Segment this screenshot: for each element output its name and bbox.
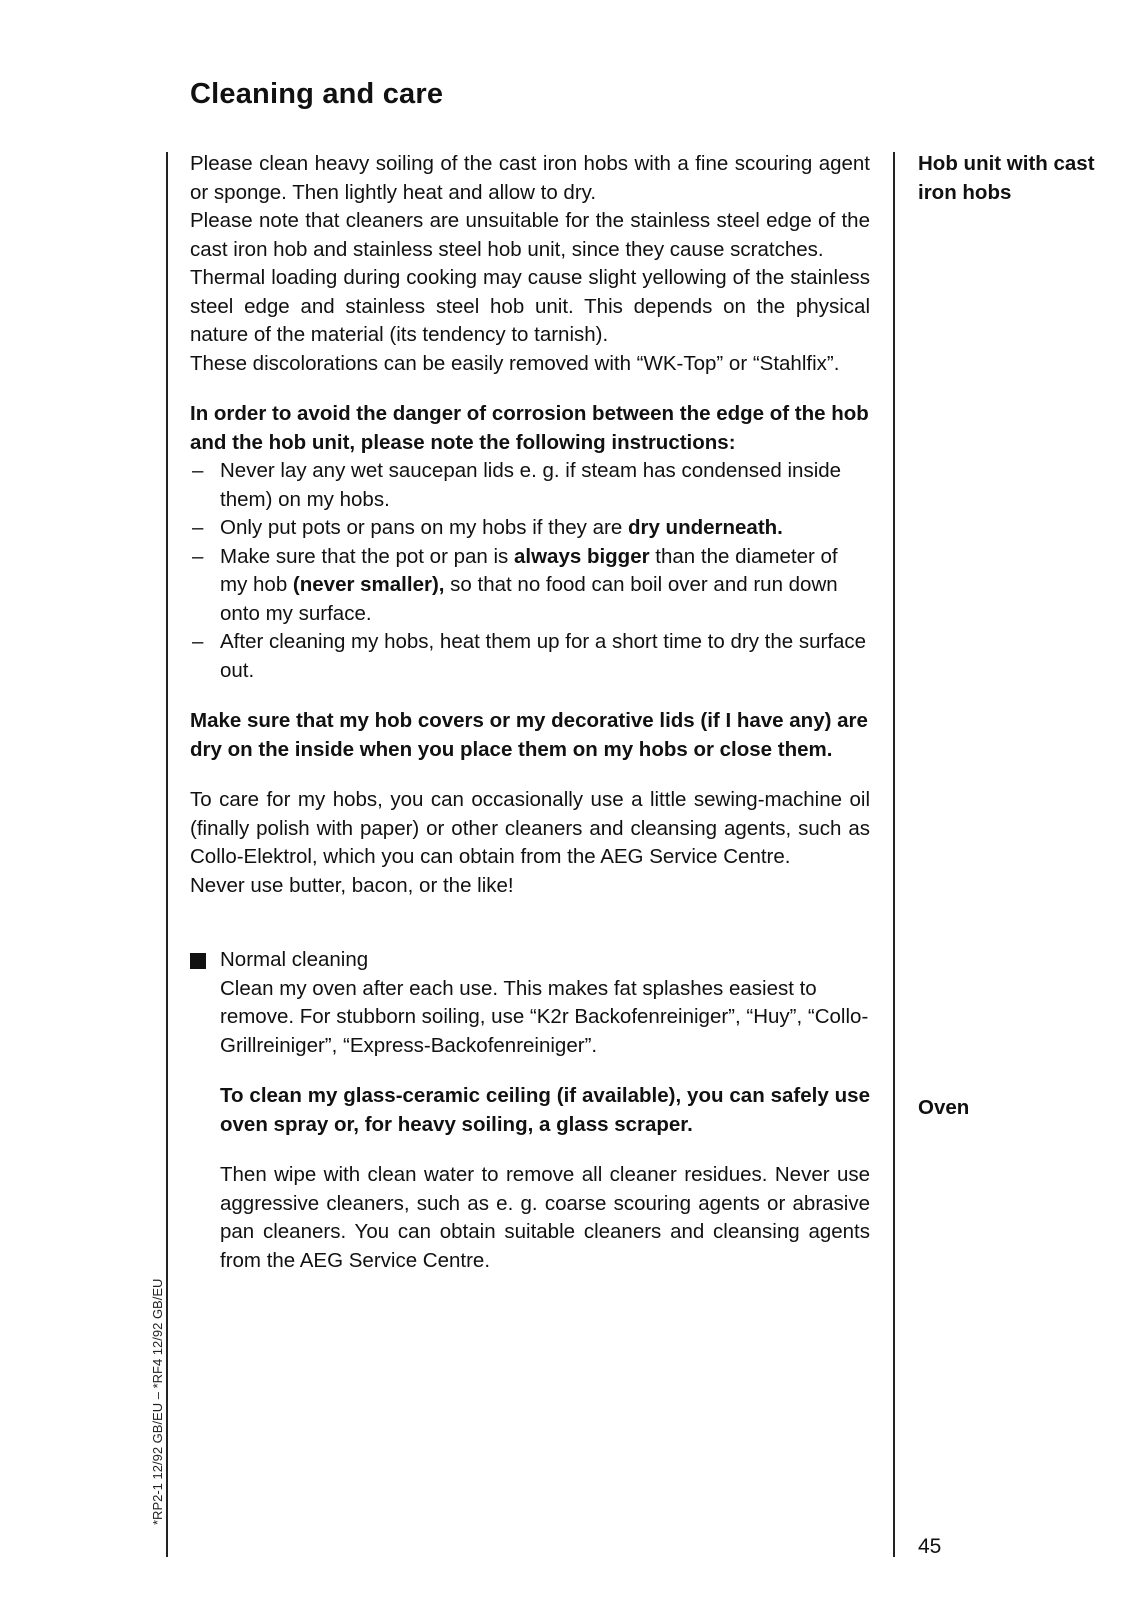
- list-item: [190, 514, 870, 543]
- spacer: [190, 764, 870, 786]
- list-item-text: than the diameter of my hob: [220, 544, 838, 596]
- instruction-list: [190, 457, 870, 685]
- list-item-text: Only put pots or pans on my hobs if they are: [220, 516, 628, 539]
- dash-bullet: –: [192, 544, 204, 568]
- dash-bullet: –: [192, 459, 204, 482]
- glass-ceramic-note: To clean my glass-ceramic ceiling (if available), you can safely use oven spray or, for heavy soiling, a glass scraper.: [220, 1084, 870, 1136]
- list-item-emphasis: always bigger: [514, 544, 650, 568]
- side-label-oven: Oven: [918, 1096, 970, 1119]
- spacer: [190, 685, 870, 707]
- side-label-hob: Hob unit with cast iron hobs: [918, 152, 1095, 204]
- care-warning: Never use butter, bacon, or the like!: [190, 873, 514, 897]
- spacer: [190, 900, 870, 946]
- square-bullet-icon: [190, 953, 206, 969]
- spacer: [190, 1139, 870, 1161]
- oven-normal-cleaning: [190, 946, 870, 1060]
- corrosion-heading: In order to avoid the danger of corrosion between the edge of the hob and the hob unit, please note the following instructions:: [190, 402, 869, 454]
- footer-code: *RP2-1 12/92 GB/EU – *RF4 12/92 GB/EU: [150, 1278, 165, 1525]
- dash-bullet: –: [192, 516, 204, 539]
- spacer: [190, 378, 870, 400]
- page-number: 45: [918, 1535, 942, 1558]
- left-margin-rule: [166, 152, 168, 1557]
- list-item-text: Never lay any wet saucepan lids e. g. if steam has condensed inside them) on my hobs.: [220, 459, 842, 511]
- hob-paragraph-2: Please note that cleaners are unsuitable for the stainless steel edge of the cast iron hob and stainless steel hob unit, since they cause scratches.: [190, 209, 870, 261]
- list-item: [190, 628, 870, 685]
- list-item: [190, 543, 870, 629]
- spacer: [190, 1060, 870, 1082]
- hob-paragraph-1: Please clean heavy soiling of the cast iron hobs with a fine scouring agent or sponge. Then lightly heat and allow to dry.: [190, 152, 870, 204]
- list-item-text: After cleaning my hobs, heat them up for a short time to dry the surface out.: [220, 630, 867, 682]
- list-item-emphasis: dry underneath.: [627, 516, 783, 539]
- list-item-emphasis: (never smaller),: [292, 573, 445, 596]
- oven-paragraph-1: Clean my oven after each use. This makes fat splashes easiest to remove. For stubborn soiling, use “K2r Backofenreiniger”, “Huy”, “Collo-Grillreiniger”, “Express-Backofenreiniger”.: [220, 976, 869, 1057]
- covers-note: Make sure that my hob covers or my decorative lids (if I have any) are dry on the inside when you place them on my hobs or close them.: [190, 709, 868, 761]
- right-margin-rule: [893, 152, 895, 1557]
- list-item: [190, 457, 870, 514]
- list-item-text: Make sure that the pot or pan is: [220, 544, 514, 568]
- care-paragraph: To care for my hobs, you can occasionally use a little sewing-machine oil (finally polish with paper) or other cleaners and cleansing agents, such as Collo-Elektrol, which you can obtain from the AEG Service Centre.: [190, 788, 870, 868]
- hob-paragraph-4: These discolorations can be easily removed with “WK-Top” or “Stahlfix”.: [190, 351, 840, 375]
- hob-paragraph-3: Thermal loading during cooking may cause slight yellowing of the stainless steel edge and stainless steel hob unit. This depends on the physical nature of the material (its tendency to tarnish).: [190, 266, 870, 346]
- list-item-text: so that no food can boil over and run down onto my surface.: [220, 573, 838, 625]
- main-column: [190, 150, 870, 1275]
- page-title: Cleaning and care: [190, 78, 444, 110]
- oven-heading: Normal cleaning: [220, 948, 369, 971]
- oven-paragraph-2: Then wipe with clean water to remove all cleaner residues. Never use aggressive cleaners, such as e. g. coarse scouring agents or abrasive pan cleaners. You can obtain suitable cleaners and cleansing agents from the AEG Service Centre.: [220, 1163, 870, 1272]
- dash-bullet: –: [192, 630, 204, 653]
